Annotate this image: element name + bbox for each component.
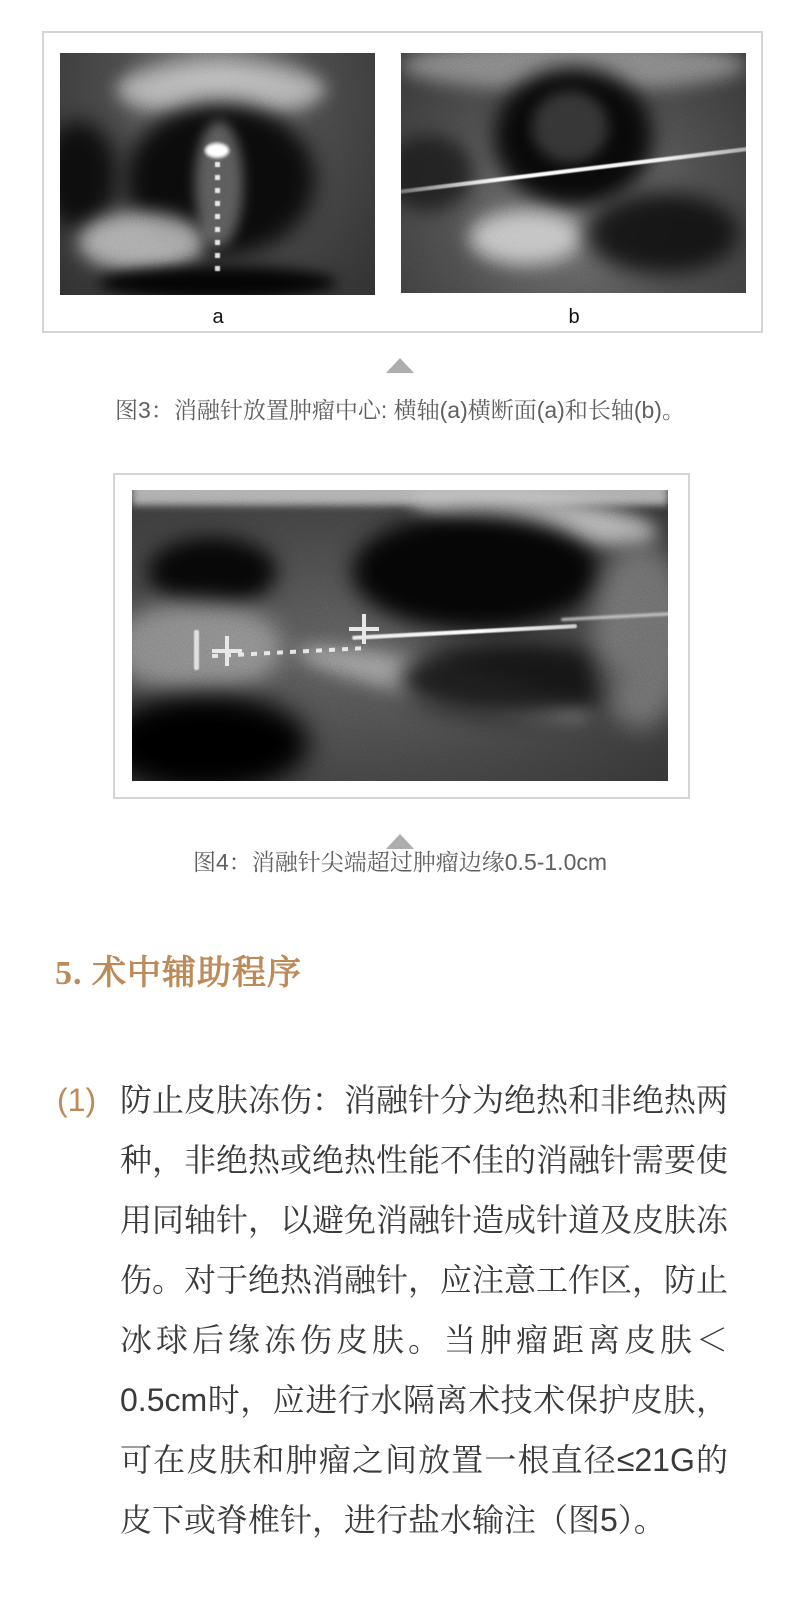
texture-blob	[470, 211, 580, 264]
caliper-cross-left	[212, 636, 242, 666]
caliper-cross-mid	[349, 614, 379, 644]
texture-blob	[400, 641, 625, 717]
texture-blob	[532, 91, 608, 163]
texture-blob	[587, 192, 739, 274]
texture-blob	[132, 490, 668, 505]
list-item-text: 防止皮肤冻伤：消融针分为绝热和非绝热两种，非绝热或绝热性能不佳的消融针需要使用同轴针，以避免消融针造成针道及皮肤冻伤。对于绝热消融针，应注意工作区，防止冰球后缘冻伤皮肤。当肿瘤距离皮肤＜0.5cm时，应进行水隔离术技术保护皮肤，可在皮肤和肿瘤之间放置一根直径≤21G的皮下或脊椎针，进行盐水输注（图5）。	[120, 1082, 729, 1538]
texture-blob	[194, 630, 199, 670]
texture-blob	[132, 601, 282, 694]
ultrasound-image-long-axis	[132, 490, 668, 781]
section-heading: 5. 术中辅助程序	[55, 955, 302, 992]
figure3-box	[42, 31, 763, 333]
figure4-caption: 图4：消融针尖端超过肿瘤边缘0.5-1.0cm	[192, 849, 608, 875]
texture-blob	[148, 537, 277, 607]
needle-track	[215, 162, 220, 273]
list-item-1	[57, 1070, 728, 1550]
figure3-caption: 图3：消融针放置肿瘤中心: 横轴(a)横断面(a)和长轴(b)。	[115, 397, 685, 423]
ultrasound-image-b	[401, 53, 746, 293]
texture-blob	[60, 121, 117, 227]
ultrasound-image-a	[60, 53, 375, 295]
texture-blob	[352, 513, 599, 629]
list-item-marker: (1)	[57, 1082, 97, 1118]
needle-tip-echo	[205, 143, 229, 158]
triangle-up-icon	[386, 358, 414, 373]
texture-blob	[401, 135, 473, 212]
figure3-panel-b-label: b	[568, 306, 580, 328]
figure4-box	[113, 473, 690, 799]
texture-blob	[79, 213, 205, 271]
triangle-up-icon	[386, 834, 414, 849]
texture-blob	[132, 694, 309, 781]
figure3-panel-a-label: a	[212, 306, 224, 328]
